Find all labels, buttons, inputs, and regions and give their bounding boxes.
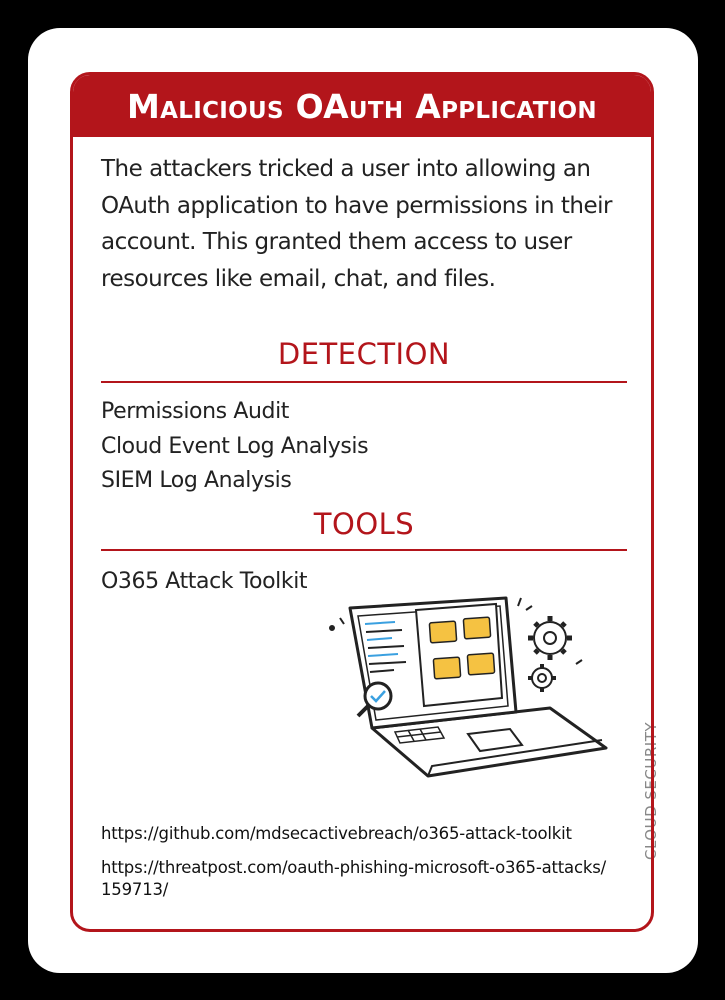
folder-icon [467,653,494,675]
card-title: Malicious OAuth Application [73,75,651,137]
tools-list [101,565,307,600]
folder-icon [433,657,460,679]
tools-heading: TOOLS [313,507,415,541]
card-description: The attackers tricked a user into allowing an OAuth application to have permissions in their account. This granted them access to user resources like email, chat, and files. [101,156,613,292]
detection-list [101,395,368,499]
folder-icon [463,617,490,639]
tools-divider [101,549,627,551]
detection-divider [101,381,627,383]
list-item: Cloud Event Log Analysis [101,433,369,459]
detection-heading: DETECTION [277,337,451,371]
gear-icon [528,616,572,660]
category-label: CLOUD SECURITY [642,721,660,860]
laptop-illustration-icon [320,588,610,778]
card-frame [70,72,654,932]
folder-icon [429,621,456,643]
reference-link-threatpost[interactable]: https://threatpost.com/oauth-phishing-microsoft-o365-attacks/ [101,858,606,877]
reference-link-threatpost-cont[interactable]: 159713/ [101,880,169,899]
list-item: Permissions Audit [101,399,290,424]
small-gear-icon [528,664,556,692]
reference-link-github[interactable]: https://github.com/mdsecactivebreach/o365-attack-toolkit [101,824,572,843]
list-item: O365 Attack Toolkit [101,569,308,594]
reference-links [101,823,621,901]
list-item: SIEM Log Analysis [101,468,292,493]
